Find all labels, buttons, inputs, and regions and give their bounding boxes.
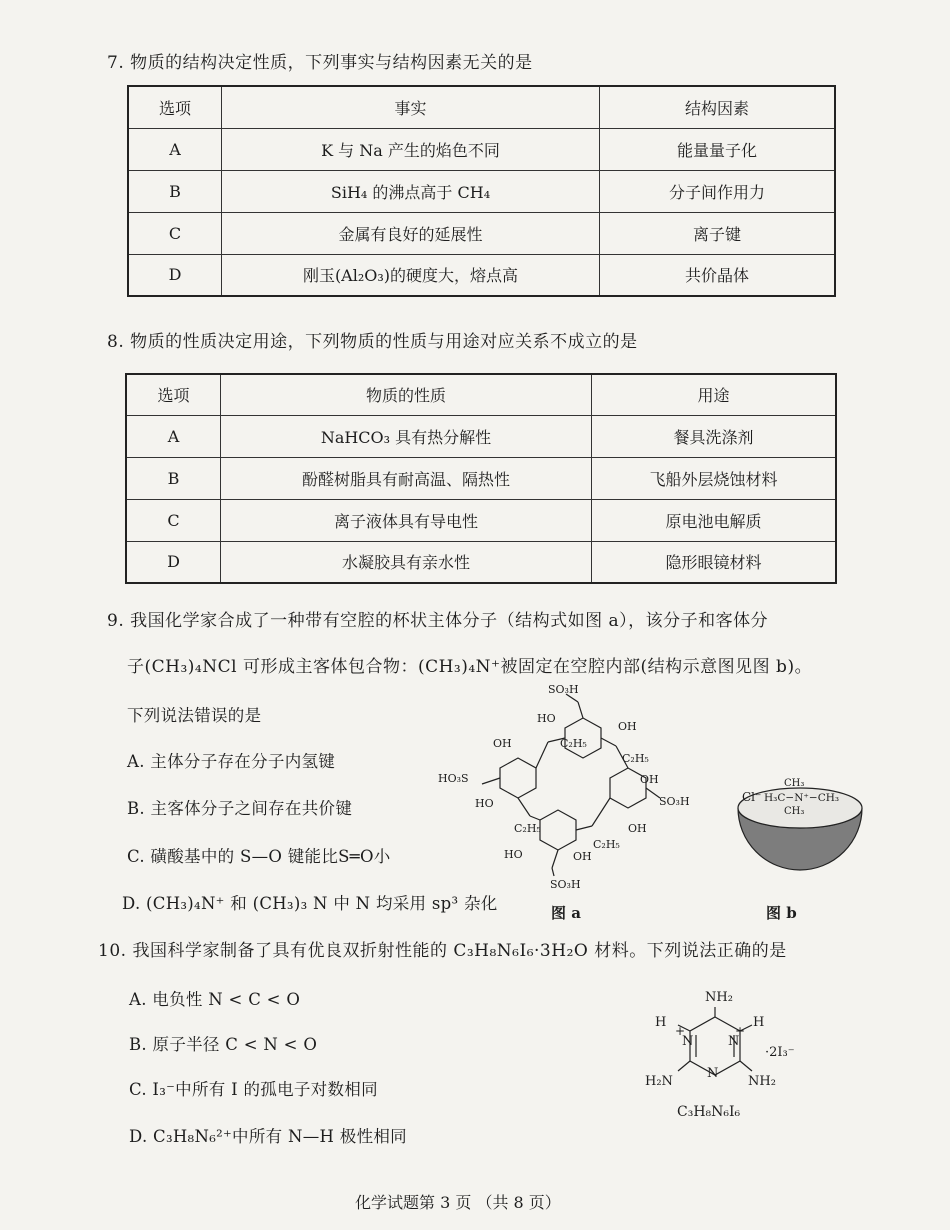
table-row bbox=[128, 254, 835, 296]
q10-fig-h-right: H bbox=[753, 1015, 765, 1030]
q7-row-d-option: D bbox=[128, 254, 222, 296]
q9-fig-a-label-c2h5-bottom: C₂H₅ bbox=[593, 838, 620, 851]
q10-fig-formula: C₃H₈N₆I₆ bbox=[677, 1104, 741, 1120]
table-row bbox=[128, 128, 835, 170]
q9-option-b: B. 主客体分子之间存在共价键 bbox=[127, 799, 353, 818]
table-row bbox=[126, 541, 836, 583]
q8-header-use: 用途 bbox=[592, 374, 837, 415]
q9-figure-b-caption: 图 b bbox=[766, 904, 797, 922]
q7-row-a-option: A bbox=[128, 128, 222, 170]
q7-row-b-option: B bbox=[128, 170, 222, 212]
q10-option-a: A. 电负性 N < C < O bbox=[129, 990, 301, 1009]
q9-stem-line-1: 9. 我国化学家合成了一种带有空腔的杯状主体分子（结构式如图 a），该分子和客体分 bbox=[107, 611, 769, 631]
table-row bbox=[126, 457, 836, 499]
q9-fig-a-label-oh-top: OH bbox=[618, 720, 637, 733]
q9-fig-a-label-ho3s: HO₃S bbox=[438, 772, 469, 785]
q9-fig-a-label-c2h5-left: C₂H₅ bbox=[514, 822, 541, 835]
q8-row-a-option: A bbox=[126, 415, 221, 457]
q9-fig-b-chloride: Cl⁻ bbox=[742, 790, 762, 804]
q9-figure-a-structure bbox=[430, 680, 720, 900]
q7-header-fact: 事实 bbox=[222, 86, 600, 128]
q8-row-d-use: 隐形眼镜材料 bbox=[592, 541, 837, 583]
q10-option-c: C. I₃⁻中所有 I 的孤电子对数相同 bbox=[129, 1080, 378, 1099]
q10-fig-n-right: N bbox=[728, 1034, 740, 1049]
table-row bbox=[128, 212, 835, 254]
q9-option-a: A. 主体分子存在分子内氢键 bbox=[127, 752, 336, 771]
q9-prompt: 下列说法错误的是 bbox=[127, 706, 262, 725]
q7-row-a-factor: 能量量子化 bbox=[600, 128, 836, 170]
q8-header-option: 选项 bbox=[126, 374, 221, 415]
q9-fig-a-label-c2h5-right: C₂H₅ bbox=[622, 752, 649, 765]
q9-fig-a-label-oh-left: OH bbox=[493, 737, 512, 750]
q8-row-a-use: 餐具洗涤剂 bbox=[592, 415, 837, 457]
q7-row-b-factor: 分子间作用力 bbox=[600, 170, 836, 212]
q9-fig-a-label-oh-bottom: OH bbox=[573, 850, 592, 863]
q10-fig-n-left: N bbox=[682, 1034, 694, 1049]
q9-fig-a-label-so3h-bottom: SO₃H bbox=[550, 878, 581, 891]
q7-header-option: 选项 bbox=[128, 86, 222, 128]
q9-fig-a-label-oh-right: OH bbox=[640, 773, 659, 786]
q10-fig-h2n-left: H₂N bbox=[645, 1074, 673, 1089]
q9-fig-b-ammonium: H₃C−N⁺−CH₃ bbox=[764, 792, 840, 804]
q8-row-d-option: D bbox=[126, 541, 221, 583]
q7-stem: 7. 物质的结构决定性质，下列事实与结构因素无关的是 bbox=[107, 53, 533, 73]
q7-row-a-fact: K 与 Na 产生的焰色不同 bbox=[222, 128, 600, 170]
q10-fig-plus-right: + bbox=[735, 1024, 746, 1038]
q9-fig-a-label-ho-left: HO bbox=[475, 797, 494, 810]
q10-stem: 10. 我国科学家制备了具有优良双折射性能的 C₃H₈N₆I₆·3H₂O 材料。下列说法正确的是 bbox=[98, 941, 787, 961]
q7-row-c-fact: 金属有良好的延展性 bbox=[222, 212, 600, 254]
q8-row-b-use: 飞船外层烧蚀材料 bbox=[592, 457, 837, 499]
q7-row-d-fact: 刚玉(Al₂O₃)的硬度大，熔点高 bbox=[222, 254, 600, 296]
q9-fig-a-label-so3h-top: SO₃H bbox=[548, 683, 579, 696]
q8-row-c-option: C bbox=[126, 499, 221, 541]
q10-fig-nh2-top: NH₂ bbox=[705, 990, 733, 1005]
q9-figure-a-caption: 图 a bbox=[551, 904, 581, 922]
q8-row-b-option: B bbox=[126, 457, 221, 499]
table-row bbox=[126, 415, 836, 457]
q8-row-a-property: NaHCO₃ 具有热分解性 bbox=[221, 415, 592, 457]
q7-row-c-option: C bbox=[128, 212, 222, 254]
q9-fig-b-methyl-top: CH₃ bbox=[784, 778, 805, 789]
q9-fig-b-methyl-bottom: CH₃ bbox=[784, 806, 805, 817]
q10-fig-counterion: ·2I₃⁻ bbox=[765, 1045, 795, 1060]
q9-stem-line-2: 子(CH₃)₄NCl 可形成主客体包合物：(CH₃)₄N⁺被固定在空腔内部(结构示意图见图 b)。 bbox=[127, 657, 813, 677]
q7-row-b-fact: SiH₄ 的沸点高于 CH₄ bbox=[222, 170, 600, 212]
q9-option-d: D. (CH₃)₄N⁺ 和 (CH₃)₃ N 中 N 均采用 sp³ 杂化 bbox=[122, 894, 498, 913]
page-footer: 化学试题第 3 页 （共 8 页） bbox=[355, 1193, 561, 1212]
q7-table bbox=[127, 85, 836, 297]
q7-header-factor: 结构因素 bbox=[600, 86, 836, 128]
q8-row-d-property: 水凝胶具有亲水性 bbox=[221, 541, 592, 583]
q8-row-c-property: 离子液体具有导电性 bbox=[221, 499, 592, 541]
q8-table bbox=[125, 373, 837, 584]
q8-stem: 8. 物质的性质决定用途，下列物质的性质与用途对应关系不成立的是 bbox=[107, 332, 638, 352]
q8-row-b-property: 酚醛树脂具有耐高温、隔热性 bbox=[221, 457, 592, 499]
q10-fig-h-left: H bbox=[655, 1015, 667, 1030]
q8-row-c-use: 原电池电解质 bbox=[592, 499, 837, 541]
q9-fig-a-label-so3h-right: SO₃H bbox=[659, 795, 690, 808]
table-row bbox=[128, 170, 835, 212]
q9-option-c: C. 磺酸基中的 S—O 键能比S═O小 bbox=[127, 847, 391, 866]
q7-row-c-factor: 离子键 bbox=[600, 212, 836, 254]
q10-fig-plus-left: + bbox=[675, 1024, 686, 1038]
q8-header-property: 物质的性质 bbox=[221, 374, 592, 415]
q7-row-d-factor: 共价晶体 bbox=[600, 254, 836, 296]
q9-fig-a-label-c2h5-top: C₂H₅ bbox=[560, 737, 587, 750]
q10-fig-n-bottom: N bbox=[707, 1066, 719, 1081]
q9-fig-a-label-ho-bottom: HO bbox=[504, 848, 523, 861]
q10-fig-nh2-right: NH₂ bbox=[748, 1074, 776, 1089]
q10-option-d: D. C₃H₈N₆²⁺中所有 N—H 极性相同 bbox=[129, 1127, 407, 1146]
table-row bbox=[126, 499, 836, 541]
q9-fig-a-label-oh-bottom-right: OH bbox=[628, 822, 647, 835]
q9-fig-a-label-ho-top: HO bbox=[537, 712, 556, 725]
q10-option-b: B. 原子半径 C < N < O bbox=[129, 1035, 318, 1054]
